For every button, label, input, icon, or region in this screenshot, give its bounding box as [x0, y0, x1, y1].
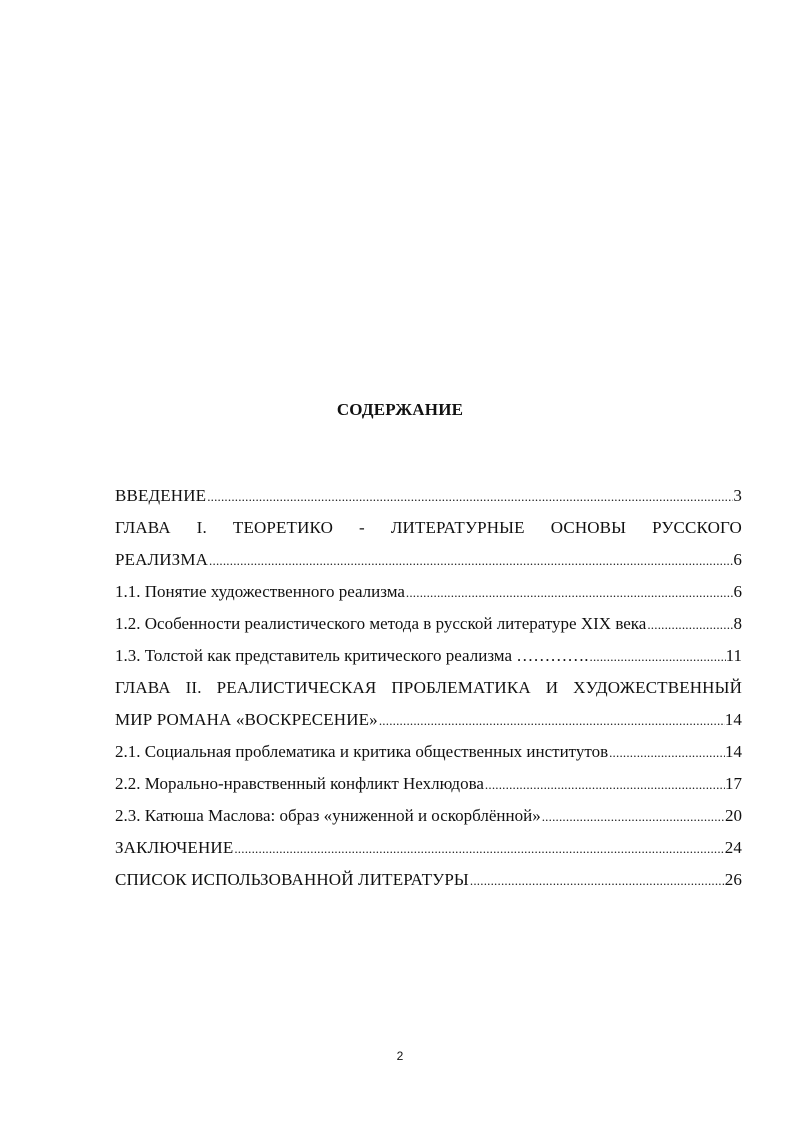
- toc-entry-section-2-1: [115, 736, 742, 768]
- toc-entry-section-2-3: [115, 800, 742, 832]
- toc-entry-page: 26: [724, 870, 742, 889]
- toc-entry-label: 1.2. Особенности реалистического метода в русской литературе XIX века: [115, 614, 647, 633]
- dot-leader: [541, 801, 725, 833]
- toc-entry-section-2-2: [115, 768, 742, 800]
- toc-entry-label: 2.3. Катюша Маслова: образ «униженной и оскорблённой»: [115, 806, 541, 825]
- dot-leader: [208, 545, 733, 577]
- toc-entry-label: ЗАКЛЮЧЕНИЕ: [115, 838, 234, 857]
- toc-entry-section-1-3: [115, 640, 742, 672]
- dot-leader: [405, 577, 734, 609]
- toc-entry-label: 1.3. Толстой как представитель критического реализма ………….: [115, 646, 589, 665]
- toc-entry-introduction: [115, 480, 742, 512]
- toc-entry-chapter-1-line-2: [115, 544, 742, 576]
- toc-entry-page: 3: [733, 486, 742, 505]
- toc-entry-chapter-2-line-2: [115, 704, 742, 736]
- toc-entry-label: РЕАЛИЗМА: [115, 550, 209, 569]
- toc-entry-chapter-2-line-1: ГЛАВА II. РЕАЛИСТИЧЕСКАЯ ПРОБЛЕМАТИКА И ХУДОЖЕСТВЕННЫЙ: [115, 678, 742, 697]
- dot-leader: [608, 737, 725, 769]
- dot-leader: [469, 865, 725, 897]
- toc-entry-label: 2.2. Морально-нравственный конфликт Нехлюдова: [115, 774, 484, 793]
- toc-entry-chapter-1-line-1: ГЛАВА I. ТЕОРЕТИКО - ЛИТЕРАТУРНЫЕ ОСНОВЫ РУССКОГО: [115, 518, 742, 537]
- toc-entry-page: 17: [725, 774, 742, 793]
- toc-entry-section-1-1: [115, 576, 742, 608]
- toc-entry-page: 20: [725, 806, 742, 825]
- toc-entry-page: 14: [724, 710, 742, 729]
- toc-entry-conclusion: [115, 832, 742, 864]
- toc-entry-label: ВВЕДЕНИЕ: [115, 486, 207, 505]
- toc-entry-page: 6: [733, 550, 742, 569]
- dot-leader: [233, 833, 724, 865]
- toc-entry-label: 2.1. Социальная проблематика и критика общественных институтов: [115, 742, 609, 761]
- toc-entry-page: 11: [725, 646, 742, 665]
- toc-title: СОДЕРЖАНИЕ: [336, 400, 464, 419]
- toc-entry-page: 6: [733, 582, 742, 601]
- dot-leader: [484, 769, 725, 801]
- toc-entry-label: МИР РОМАНА «ВОСКРЕСЕНИЕ»: [115, 710, 378, 729]
- dot-leader: [589, 641, 726, 673]
- toc-entry-bibliography: [115, 864, 742, 896]
- toc-entry-label: 1.1. Понятие художественного реализма: [115, 582, 405, 601]
- toc-entry-page: 8: [733, 614, 742, 633]
- dot-leader: [646, 609, 733, 641]
- dot-leader: [206, 481, 733, 513]
- toc-entry-page: 14: [725, 742, 742, 761]
- page-number: 2: [396, 1049, 404, 1063]
- toc-entry-page: 24: [724, 838, 742, 857]
- dot-leader: [378, 705, 725, 737]
- table-of-contents: [115, 480, 742, 896]
- toc-entry-label: СПИСОК ИСПОЛЬЗОВАННОЙ ЛИТЕРАТУРЫ: [115, 870, 469, 889]
- toc-entry-section-1-2: [115, 608, 742, 640]
